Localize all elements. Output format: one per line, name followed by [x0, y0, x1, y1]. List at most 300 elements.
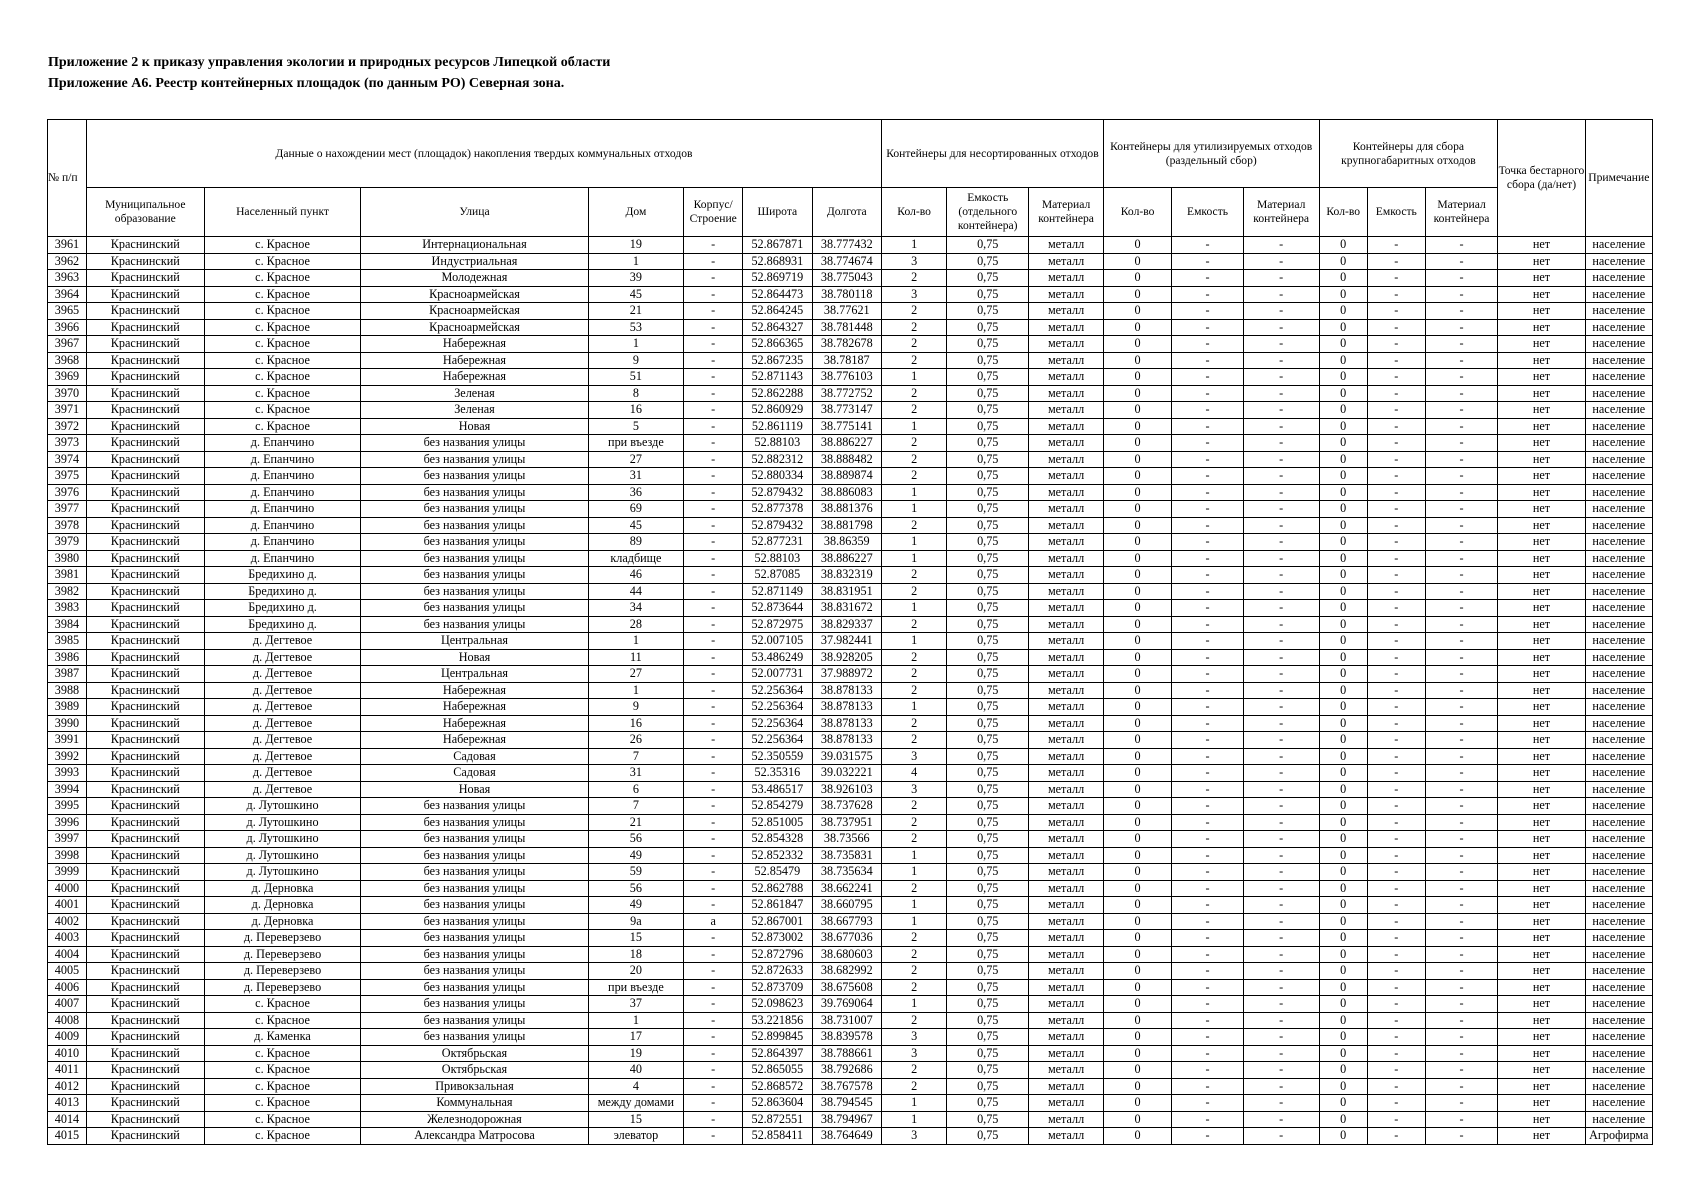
cell-lon: 38.660795: [812, 897, 881, 914]
cell-note: население: [1585, 517, 1652, 534]
cell-lon: 38.737628: [812, 798, 881, 815]
table-row: [48, 1062, 1653, 1079]
cell-bulky-count: 0: [1319, 435, 1367, 452]
cell-lon: 38.675608: [812, 979, 881, 996]
cell-municipality: Краснинский: [86, 402, 204, 419]
cell-building: -: [684, 451, 743, 468]
cell-recycled-material: -: [1243, 649, 1319, 666]
cell-recycled-material: -: [1243, 385, 1319, 402]
cell-unsorted-capacity: 0,75: [947, 864, 1029, 881]
cell-building: -: [684, 369, 743, 386]
cell-street: Набережная: [361, 369, 588, 386]
cell-unsorted-count: 2: [882, 649, 947, 666]
cell-unsorted-count: 1: [882, 418, 947, 435]
cell-bulky-capacity: -: [1367, 633, 1425, 650]
cell-recycled-capacity: -: [1172, 1078, 1244, 1095]
cell-num: 3979: [48, 534, 87, 551]
cell-recycled-capacity: -: [1172, 319, 1244, 336]
cell-house: 21: [588, 303, 684, 320]
cell-recycled-count: 0: [1103, 996, 1171, 1013]
cell-street: без названия улицы: [361, 616, 588, 633]
cell-unsorted-count: 1: [882, 913, 947, 930]
cell-num: 4008: [48, 1012, 87, 1029]
cell-unsorted-material: металл: [1029, 600, 1104, 617]
cell-unsorted-count: 2: [882, 567, 947, 584]
cell-bulky-capacity: -: [1367, 369, 1425, 386]
cell-recycled-capacity: -: [1172, 814, 1244, 831]
cell-unsorted-capacity: 0,75: [947, 979, 1029, 996]
cell-recycled-count: 0: [1103, 237, 1171, 254]
cell-house: 40: [588, 1062, 684, 1079]
cell-num: 3999: [48, 864, 87, 881]
cell-lon: 38.764649: [812, 1128, 881, 1145]
cell-bulky-material: -: [1425, 1128, 1498, 1145]
cell-unsorted-count: 2: [882, 303, 947, 320]
cell-bagless: нет: [1498, 1012, 1585, 1029]
cell-lon: 38.772752: [812, 385, 881, 402]
cell-recycled-capacity: -: [1172, 880, 1244, 897]
cell-street: Зеленая: [361, 402, 588, 419]
cell-num: 3997: [48, 831, 87, 848]
cell-unsorted-capacity: 0,75: [947, 814, 1029, 831]
cell-house: 39: [588, 270, 684, 287]
cell-recycled-capacity: -: [1172, 567, 1244, 584]
cell-bulky-capacity: -: [1367, 699, 1425, 716]
cell-street: Красноармейская: [361, 303, 588, 320]
cell-note: население: [1585, 963, 1652, 980]
cell-bulky-material: -: [1425, 781, 1498, 798]
cell-num: 4006: [48, 979, 87, 996]
cell-bulky-material: -: [1425, 484, 1498, 501]
cell-house: 9: [588, 352, 684, 369]
cell-bulky-material: -: [1425, 451, 1498, 468]
cell-note: население: [1585, 633, 1652, 650]
cell-recycled-capacity: -: [1172, 930, 1244, 947]
cell-building: -: [684, 781, 743, 798]
cell-settlement: Бредихино д.: [204, 600, 361, 617]
cell-lon: 38.839578: [812, 1029, 881, 1046]
table-row: [48, 946, 1653, 963]
cell-bagless: нет: [1498, 385, 1585, 402]
cell-street: без названия улицы: [361, 880, 588, 897]
cell-building: -: [684, 765, 743, 782]
cell-bulky-capacity: -: [1367, 484, 1425, 501]
cell-building: -: [684, 1078, 743, 1095]
cell-bulky-material: -: [1425, 583, 1498, 600]
cell-bulky-material: -: [1425, 765, 1498, 782]
cell-recycled-count: 0: [1103, 732, 1171, 749]
cell-municipality: Краснинский: [86, 303, 204, 320]
cell-num: 4005: [48, 963, 87, 980]
cell-bulky-material: -: [1425, 1029, 1498, 1046]
cell-bagless: нет: [1498, 1078, 1585, 1095]
header-recycled-count: Кол-во: [1103, 188, 1171, 237]
cell-unsorted-material: металл: [1029, 897, 1104, 914]
header-unsorted-group: Контейнеры для несортированных отходов: [882, 120, 1104, 188]
cell-building: -: [684, 583, 743, 600]
cell-num: 3964: [48, 286, 87, 303]
cell-note: население: [1585, 996, 1652, 1013]
cell-bulky-count: 0: [1319, 996, 1367, 1013]
cell-unsorted-material: металл: [1029, 270, 1104, 287]
cell-num: 3983: [48, 600, 87, 617]
cell-settlement: д. Епанчино: [204, 435, 361, 452]
cell-unsorted-count: 1: [882, 699, 947, 716]
cell-settlement: д. Епанчино: [204, 468, 361, 485]
cell-unsorted-count: 2: [882, 352, 947, 369]
cell-lon: 38.775141: [812, 418, 881, 435]
cell-bulky-material: -: [1425, 798, 1498, 815]
cell-unsorted-capacity: 0,75: [947, 303, 1029, 320]
cell-bulky-material: -: [1425, 1111, 1498, 1128]
cell-lon: 38.794545: [812, 1095, 881, 1112]
cell-num: 3994: [48, 781, 87, 798]
cell-building: -: [684, 253, 743, 270]
cell-unsorted-capacity: 0,75: [947, 1128, 1029, 1145]
cell-settlement: д. Дегтевое: [204, 748, 361, 765]
cell-recycled-count: 0: [1103, 699, 1171, 716]
cell-settlement: д. Епанчино: [204, 517, 361, 534]
cell-bulky-material: -: [1425, 270, 1498, 287]
cell-house: 1: [588, 633, 684, 650]
cell-bulky-capacity: -: [1367, 1012, 1425, 1029]
cell-recycled-material: -: [1243, 798, 1319, 815]
cell-bulky-material: -: [1425, 880, 1498, 897]
cell-municipality: Краснинский: [86, 1095, 204, 1112]
cell-lon: 38.780118: [812, 286, 881, 303]
cell-street: без названия улицы: [361, 583, 588, 600]
cell-lat: 52.861119: [743, 418, 812, 435]
cell-unsorted-material: металл: [1029, 732, 1104, 749]
cell-bulky-capacity: -: [1367, 237, 1425, 254]
cell-lat: 52.864397: [743, 1045, 812, 1062]
cell-municipality: Краснинский: [86, 616, 204, 633]
cell-unsorted-material: металл: [1029, 1111, 1104, 1128]
cell-municipality: Краснинский: [86, 534, 204, 551]
cell-municipality: Краснинский: [86, 996, 204, 1013]
cell-building: -: [684, 1095, 743, 1112]
cell-unsorted-material: металл: [1029, 336, 1104, 353]
cell-street: без названия улицы: [361, 600, 588, 617]
cell-num: 3986: [48, 649, 87, 666]
cell-bagless: нет: [1498, 600, 1585, 617]
cell-note: население: [1585, 550, 1652, 567]
cell-unsorted-material: металл: [1029, 451, 1104, 468]
cell-bulky-count: 0: [1319, 583, 1367, 600]
cell-bulky-count: 0: [1319, 319, 1367, 336]
cell-lat: 52.85479: [743, 864, 812, 881]
cell-recycled-capacity: -: [1172, 385, 1244, 402]
cell-bulky-count: 0: [1319, 1062, 1367, 1079]
cell-recycled-capacity: -: [1172, 666, 1244, 683]
cell-recycled-material: -: [1243, 1078, 1319, 1095]
header-recycled-material: Материал контейнера: [1243, 188, 1319, 237]
cell-bulky-material: -: [1425, 930, 1498, 947]
cell-bagless: нет: [1498, 1128, 1585, 1145]
cell-num: 3967: [48, 336, 87, 353]
cell-unsorted-capacity: 0,75: [947, 1029, 1029, 1046]
cell-lat: 52.87085: [743, 567, 812, 584]
cell-unsorted-capacity: 0,75: [947, 1045, 1029, 1062]
cell-bulky-count: 0: [1319, 501, 1367, 518]
cell-recycled-count: 0: [1103, 369, 1171, 386]
header-bulky-group: Контейнеры для сбора крупногабаритных отходов: [1319, 120, 1498, 188]
cell-settlement: д. Епанчино: [204, 484, 361, 501]
cell-unsorted-capacity: 0,75: [947, 451, 1029, 468]
cell-lon: 38.889874: [812, 468, 881, 485]
cell-bulky-capacity: -: [1367, 583, 1425, 600]
cell-building: -: [684, 1012, 743, 1029]
cell-bulky-count: 0: [1319, 451, 1367, 468]
cell-recycled-material: -: [1243, 979, 1319, 996]
cell-recycled-capacity: -: [1172, 979, 1244, 996]
cell-house: 56: [588, 880, 684, 897]
cell-street: Новая: [361, 418, 588, 435]
cell-recycled-count: 0: [1103, 418, 1171, 435]
cell-lat: 52.868572: [743, 1078, 812, 1095]
cell-bulky-count: 0: [1319, 237, 1367, 254]
header-num: № п/п: [48, 120, 87, 237]
cell-bulky-material: -: [1425, 501, 1498, 518]
cell-unsorted-material: металл: [1029, 682, 1104, 699]
cell-num: 3988: [48, 682, 87, 699]
cell-lon: 38.77621: [812, 303, 881, 320]
cell-settlement: д. Переверзево: [204, 979, 361, 996]
cell-bagless: нет: [1498, 418, 1585, 435]
cell-unsorted-count: 2: [882, 1078, 947, 1095]
cell-bulky-capacity: -: [1367, 930, 1425, 947]
cell-settlement: с. Красное: [204, 1062, 361, 1079]
cell-bulky-material: -: [1425, 402, 1498, 419]
cell-num: 4007: [48, 996, 87, 1013]
table-row: [48, 369, 1653, 386]
cell-recycled-material: -: [1243, 451, 1319, 468]
cell-lat: 52.854279: [743, 798, 812, 815]
cell-recycled-capacity: -: [1172, 946, 1244, 963]
cell-bagless: нет: [1498, 781, 1585, 798]
cell-recycled-count: 0: [1103, 600, 1171, 617]
cell-bulky-material: -: [1425, 963, 1498, 980]
cell-street: без названия улицы: [361, 798, 588, 815]
cell-bulky-material: -: [1425, 1012, 1498, 1029]
cell-unsorted-material: металл: [1029, 369, 1104, 386]
cell-settlement: с. Красное: [204, 352, 361, 369]
cell-recycled-capacity: -: [1172, 1111, 1244, 1128]
cell-recycled-material: -: [1243, 897, 1319, 914]
cell-bulky-capacity: -: [1367, 831, 1425, 848]
cell-lat: 52.873002: [743, 930, 812, 947]
cell-settlement: д. Епанчино: [204, 451, 361, 468]
cell-bulky-capacity: -: [1367, 963, 1425, 980]
cell-unsorted-material: металл: [1029, 633, 1104, 650]
cell-lat: 52.872975: [743, 616, 812, 633]
cell-recycled-capacity: -: [1172, 913, 1244, 930]
cell-note: население: [1585, 1012, 1652, 1029]
cell-recycled-material: -: [1243, 781, 1319, 798]
cell-recycled-capacity: -: [1172, 781, 1244, 798]
cell-bulky-count: 0: [1319, 633, 1367, 650]
cell-unsorted-count: 2: [882, 270, 947, 287]
cell-bulky-capacity: -: [1367, 748, 1425, 765]
cell-bulky-count: 0: [1319, 748, 1367, 765]
cell-bulky-material: -: [1425, 1045, 1498, 1062]
cell-bulky-capacity: -: [1367, 715, 1425, 732]
cell-street: Новая: [361, 649, 588, 666]
cell-lon: 38.86359: [812, 534, 881, 551]
cell-recycled-material: -: [1243, 1128, 1319, 1145]
cell-municipality: Краснинский: [86, 1111, 204, 1128]
header-recycled-group: Контейнеры для утилизируемых отходов (раздельный сбор): [1103, 120, 1319, 188]
cell-bulky-material: -: [1425, 468, 1498, 485]
cell-house: элеватор: [588, 1128, 684, 1145]
table-row: [48, 270, 1653, 287]
cell-recycled-capacity: -: [1172, 1029, 1244, 1046]
cell-bagless: нет: [1498, 715, 1585, 732]
cell-note: население: [1585, 270, 1652, 287]
cell-lat: 52.873709: [743, 979, 812, 996]
cell-municipality: Краснинский: [86, 880, 204, 897]
cell-recycled-material: -: [1243, 567, 1319, 584]
cell-note: население: [1585, 880, 1652, 897]
cell-note: население: [1585, 402, 1652, 419]
cell-recycled-capacity: -: [1172, 402, 1244, 419]
cell-recycled-count: 0: [1103, 303, 1171, 320]
cell-bagless: нет: [1498, 402, 1585, 419]
cell-note: население: [1585, 501, 1652, 518]
cell-unsorted-count: 2: [882, 468, 947, 485]
cell-recycled-count: 0: [1103, 1128, 1171, 1145]
cell-unsorted-material: металл: [1029, 748, 1104, 765]
cell-note: население: [1585, 600, 1652, 617]
cell-unsorted-material: металл: [1029, 1029, 1104, 1046]
cell-lon: 38.831951: [812, 583, 881, 600]
cell-bulky-count: 0: [1319, 666, 1367, 683]
header-unsorted-material: Материал контейнера: [1029, 188, 1104, 237]
cell-lon: 38.928205: [812, 649, 881, 666]
cell-unsorted-count: 2: [882, 616, 947, 633]
cell-settlement: д. Епанчино: [204, 534, 361, 551]
cell-settlement: д. Дегтевое: [204, 765, 361, 782]
cell-house: 7: [588, 798, 684, 815]
cell-settlement: с. Красное: [204, 418, 361, 435]
cell-recycled-capacity: -: [1172, 418, 1244, 435]
cell-bulky-count: 0: [1319, 979, 1367, 996]
header-municipality: Муниципальное образование: [86, 188, 204, 237]
cell-num: 4000: [48, 880, 87, 897]
header-bulky-count: Кол-во: [1319, 188, 1367, 237]
cell-house: 16: [588, 715, 684, 732]
table-row: [48, 352, 1653, 369]
cell-municipality: Краснинский: [86, 1029, 204, 1046]
cell-recycled-material: -: [1243, 732, 1319, 749]
cell-bagless: нет: [1498, 567, 1585, 584]
cell-lon: 38.735634: [812, 864, 881, 881]
cell-bulky-count: 0: [1319, 567, 1367, 584]
cell-bulky-material: -: [1425, 946, 1498, 963]
cell-municipality: Краснинский: [86, 765, 204, 782]
cell-note: население: [1585, 1078, 1652, 1095]
cell-lat: 52.864473: [743, 286, 812, 303]
cell-unsorted-material: металл: [1029, 517, 1104, 534]
cell-num: 3985: [48, 633, 87, 650]
cell-recycled-count: 0: [1103, 979, 1171, 996]
cell-bulky-capacity: -: [1367, 336, 1425, 353]
cell-bulky-capacity: -: [1367, 765, 1425, 782]
cell-bagless: нет: [1498, 1095, 1585, 1112]
cell-settlement: д. Каменка: [204, 1029, 361, 1046]
cell-bulky-count: 0: [1319, 715, 1367, 732]
cell-lat: 53.486517: [743, 781, 812, 798]
cell-settlement: Бредихино д.: [204, 567, 361, 584]
cell-num: 3981: [48, 567, 87, 584]
cell-bagless: нет: [1498, 798, 1585, 815]
cell-lon: 38.878133: [812, 699, 881, 716]
cell-unsorted-capacity: 0,75: [947, 600, 1029, 617]
cell-recycled-count: 0: [1103, 468, 1171, 485]
table-row: [48, 831, 1653, 848]
cell-bulky-material: -: [1425, 897, 1498, 914]
cell-bulky-material: -: [1425, 979, 1498, 996]
cell-lat: 52.861847: [743, 897, 812, 914]
cell-building: -: [684, 880, 743, 897]
cell-house: 4: [588, 1078, 684, 1095]
cell-settlement: д. Дегтевое: [204, 633, 361, 650]
cell-settlement: д. Переверзево: [204, 930, 361, 947]
cell-settlement: д. Дегтевое: [204, 649, 361, 666]
cell-note: население: [1585, 369, 1652, 386]
cell-recycled-material: -: [1243, 1045, 1319, 1062]
cell-recycled-count: 0: [1103, 534, 1171, 551]
cell-municipality: Краснинский: [86, 831, 204, 848]
cell-recycled-capacity: -: [1172, 1012, 1244, 1029]
cell-house: 59: [588, 864, 684, 881]
cell-unsorted-count: 1: [882, 996, 947, 1013]
cell-street: без названия улицы: [361, 550, 588, 567]
cell-note: население: [1585, 336, 1652, 353]
cell-municipality: Краснинский: [86, 748, 204, 765]
cell-house: 7: [588, 748, 684, 765]
cell-recycled-count: 0: [1103, 880, 1171, 897]
cell-bulky-material: -: [1425, 303, 1498, 320]
cell-street: Садовая: [361, 748, 588, 765]
cell-recycled-capacity: -: [1172, 748, 1244, 765]
cell-lon: 38.782678: [812, 336, 881, 353]
cell-recycled-material: -: [1243, 1095, 1319, 1112]
cell-recycled-material: -: [1243, 930, 1319, 947]
cell-street: Красноармейская: [361, 286, 588, 303]
cell-recycled-material: -: [1243, 352, 1319, 369]
cell-bagless: нет: [1498, 237, 1585, 254]
cell-house: 36: [588, 484, 684, 501]
cell-recycled-count: 0: [1103, 286, 1171, 303]
cell-unsorted-count: 4: [882, 765, 947, 782]
cell-lat: 52.350559: [743, 748, 812, 765]
table-row: [48, 616, 1653, 633]
cell-building: -: [684, 501, 743, 518]
cell-unsorted-capacity: 0,75: [947, 270, 1029, 287]
cell-bulky-count: 0: [1319, 847, 1367, 864]
cell-lat: 52.007731: [743, 666, 812, 683]
cell-recycled-capacity: -: [1172, 831, 1244, 848]
cell-bulky-capacity: -: [1367, 616, 1425, 633]
cell-building: -: [684, 517, 743, 534]
cell-bulky-capacity: -: [1367, 880, 1425, 897]
cell-municipality: Краснинский: [86, 715, 204, 732]
cell-note: население: [1585, 682, 1652, 699]
cell-unsorted-material: металл: [1029, 1095, 1104, 1112]
cell-bulky-count: 0: [1319, 649, 1367, 666]
table-row: [48, 534, 1653, 551]
